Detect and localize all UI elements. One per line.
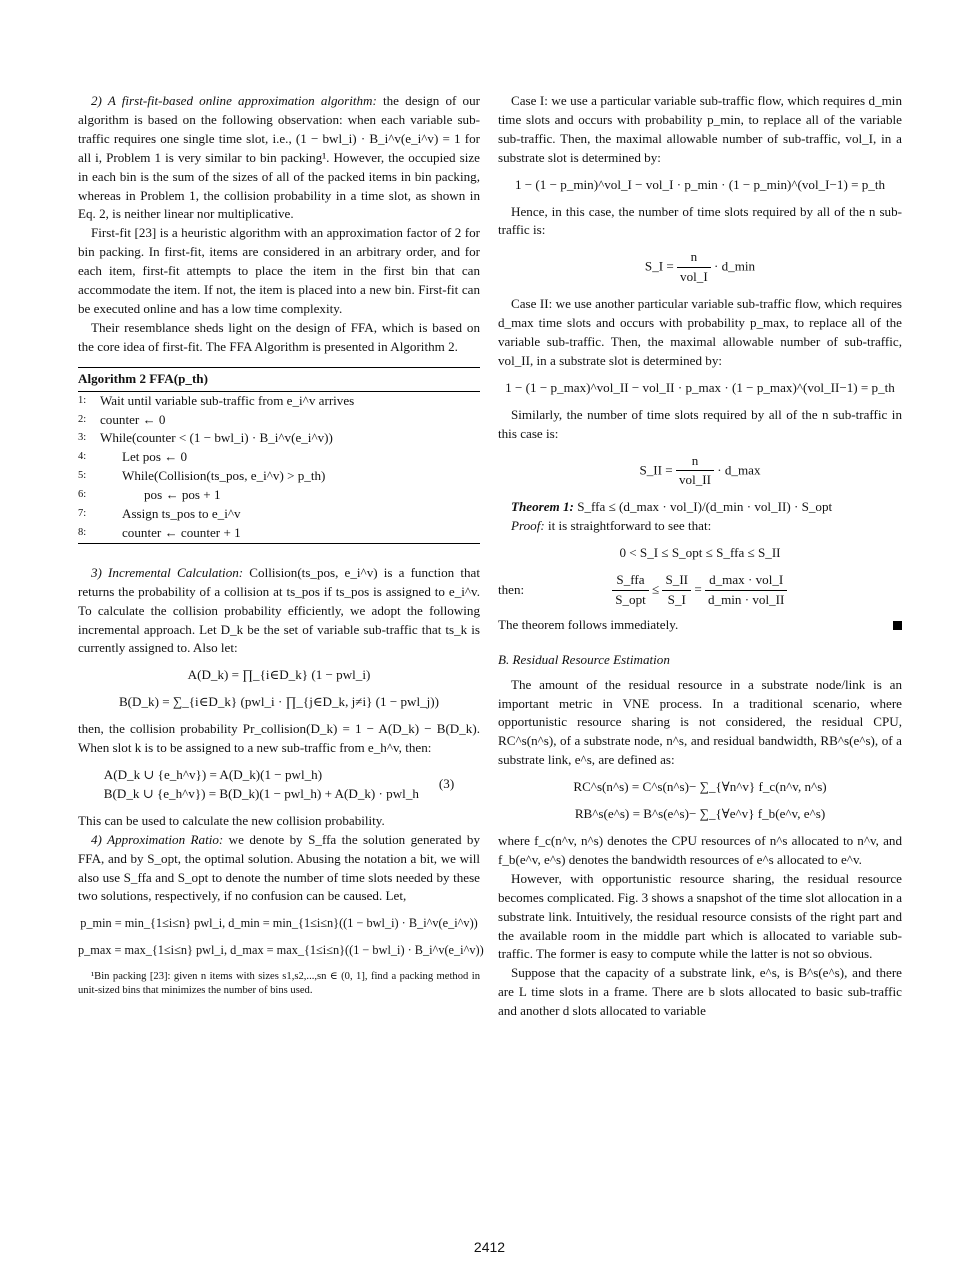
equation-3-line2: B(D_k ∪ {e_h^v}) = B(D_k)(1 − pwl_h) + A(D_k) · pwl_h (103, 785, 419, 801)
algorithm-line-number: 5: (78, 470, 87, 482)
algorithm-line-text: Assign ts_pos to e_i^v (122, 506, 241, 522)
eq-lhs: S_II = (639, 461, 673, 477)
eq-rhs: · d_min (713, 258, 756, 274)
algorithm-line-text: Wait until variable sub-traffic from e_i^v arrives (100, 392, 355, 408)
paragraph-text: we denote by S_ffa the solution generated by FFA, and by S_opt, the optimal solution. Abusing the notation a bit, we will also use S_ffa and S_opt to denote the number of time slots needed by these two solutions, respectively, if no confusion can be caused. Let, (78, 831, 480, 904)
algorithm-line (78, 411, 480, 430)
equation-ratio-row (498, 571, 902, 610)
paragraph-case-1: Case I: we use a particular variable sub-traffic flow, which requires d_min time slots and occurs with probability p_min, to replace all of the variable sub-traffic. Then, the maximal allowable number of sub-traffic, vol_I, in a substrate slot is determined by: (498, 93, 902, 165)
theorem-label: Theorem 1: (511, 499, 574, 515)
equation-number: (3) (438, 776, 455, 792)
algorithm-line (78, 467, 480, 486)
theorem-body: S_ffa ≤ (d_max · vol_I)/(d_min · vol_II) · S_opt (577, 499, 833, 515)
equation-RC: RC^s(n^s) = C^s(n^s)− ∑_{∀n^v} f_c(n^v, n^s) (573, 779, 827, 795)
page-number: 2412 (473, 1239, 506, 1255)
algorithm-line-text: While(Collision(ts_pos, e_i^v) > p_th) (122, 468, 326, 484)
eq-lhs: S_I = (644, 258, 674, 274)
paragraph-first-fit-intro (78, 92, 480, 224)
fraction: $\frac{n}{\text{vol\_II}}$ (676, 452, 714, 491)
paragraph-approx-ratio (78, 831, 480, 907)
equation-inequality: 0 < S_I ≤ S_opt ≤ S_ffa ≤ S_II (619, 545, 781, 561)
equation-RB: RB^s(e^s) = B^s(e^s)− ∑_{∀e^v} f_b(e^v, e^s) (574, 806, 826, 822)
algorithm-line (78, 429, 480, 448)
then-label: then: (498, 581, 525, 597)
equation-S2 (498, 452, 902, 491)
subsection-heading: 2) A first-fit-based online approximation algorithm: (91, 93, 377, 108)
equation-ratio: $\frac{\text{S\_ffa}}{\text{S\_opt}}$ ≤ $\frac{S\_II}{S\_I}$ = $\frac{\text{d\_max · vol\_I}}{\text{d\_min · vol\_II}}$ (612, 571, 787, 610)
algorithm-line (78, 505, 480, 524)
algorithm-line-number: 6: (78, 489, 87, 501)
paragraph-collision: then, the collision probability Pr_collision(D_k) = 1 − A(D_k) − B(D_k). When slot k is to be assigned to a new sub-traffic from e_h^v, then: (78, 721, 480, 756)
proof-label: Proof: (511, 518, 545, 534)
algorithm-line (78, 392, 480, 411)
algorithm-line-number: 7: (78, 508, 87, 520)
section-heading-b: B. Residual Resource Estimation (498, 651, 670, 667)
algorithm-line-number: 2: (78, 413, 87, 425)
paragraph-where: where f_c(n^v, n^s) denotes the CPU resources of n^s allocated to n^v, and f_b(e^v, e^s) denotes the bandwidth resources of e^s allocated to e^v. (498, 833, 902, 867)
algorithm-title: Algorithm 2 FFA(p_th) (78, 368, 480, 392)
algorithm-line-text: While(counter < (1 − bwl_i) · B_i^v(e_i^v)) (100, 430, 333, 446)
proof (498, 517, 902, 536)
paragraph-text: The theorem follows immediately. (498, 616, 679, 632)
algorithm-line-number: 1: (78, 394, 87, 406)
algorithm-line-text: pos ← pos + 1 (144, 487, 221, 503)
paragraph-similarly: Similarly, the number of time slots required by all of the n sub-traffic in this case is: (498, 406, 902, 441)
paragraph-however: However, with opportunistic resource sharing, the residual resource becomes complicated. Fig. 3 shows a snapshot of the time slot allocation in a substrate link. Intuitively, the residual resource consists of the right part and the available room in the middle part which is allocated to variable sub-traffic. The former is easy to compute while the latter is not so obvious. (498, 870, 903, 962)
paragraph-first-fit: First-fit [23] is a heuristic algorithm with an approximation factor of 2 for bin packing. In first-fit, items are considered in an arbitrary order, and for each item, first-fit attempts to place the item in the first bin that can accommodate the item. If not, the item is placed into a new bin. First-fit can be executed online and has a low time complexity. (78, 225, 480, 316)
algorithm-line-text: counter ← counter + 1 (122, 524, 241, 540)
subsection-heading: 4) Approximation Ratio: (91, 831, 224, 847)
algorithm-line-number: 8: (78, 526, 87, 538)
subsection-heading: 3) Incremental Calculation: (91, 564, 244, 580)
equation-A: A(D_k) = ∏_{i∈D_k} (1 − pwl_i) (187, 667, 371, 683)
equation-3 (78, 766, 480, 804)
equation-S1 (498, 248, 902, 287)
equation-vol-2: 1 − (1 − p_max)^vol_II − vol_II · p_max · (1 − p_max)^(vol_II−1) = p_th (505, 379, 895, 395)
algorithm-line (78, 524, 480, 543)
equation-max: p_max = max_{1≤i≤n} pwl_i, d_max = max_{1≤i≤n}((1 − bwl_i) · B_i^v(e_i^v)) (78, 943, 484, 958)
paragraph-case-2: Case II: we use another particular variable sub-traffic flow, which requires d_max time slots and occurs with probability p_max, to replace all of the variable sub-traffic. Then, the maximal allowable number of sub-traffic, vol_II, in a substrate slot is determined by: (498, 296, 902, 368)
algorithm-line-text: counter ← 0 (100, 411, 166, 427)
fraction: $\frac{n}{\text{vol\_I}}$ (677, 248, 711, 287)
algorithm-line-number: 3: (78, 432, 87, 444)
equation-min: p_min = min_{1≤i≤n} pwl_i, d_min = min_{1≤i≤n}((1 − bwl_i) · B_i^v(e_i^v)) (80, 916, 478, 931)
paragraph-suppose: Suppose that the capacity of a substrate link, e^s, is B^s(e^s), and there are L time slots in a frame. There are b slots allocated to basic sub-traffic and another d slots allocated to variable (498, 965, 902, 1019)
paragraph-incremental (78, 564, 480, 659)
paragraph-text: Collision(ts_pos, e_i^v) is a function that returns the probability of a collision at ts_pos if ts_pos is assigned to e_i^v. To calculate the collision probability efficiently, we adopt the following incremental approach. Let D_k be the set of variable sub-traffic that ts_k is currently assigned to. Also let: (78, 564, 480, 656)
theorem (498, 498, 902, 517)
paragraph-new-collision: This can be used to calculate the new collision probability. (78, 812, 385, 828)
paragraph-text: the design of our algorithm is based on the following observation: when each variable sub-traffic requires one single time slot, i.e., (1 − bwl_i) · B_i^v(e_i^v) = 1 for all i, Problem 1 is very similar to bin packing¹. However, the occupied size in each bin is the sum of the sizes of all of the packed items in bin packing, whereas in Problem 1, the collision probability in a time slot, as shown in Eq. 2, is neither linear nor multiplicative. (78, 93, 480, 222)
paragraph-theorem-follows (498, 616, 902, 635)
left-column (78, 92, 484, 997)
eq-rhs: · d_max (717, 461, 761, 477)
footnote: ¹Bin packing [23]: given n items with sizes s1,s2,...,sn ∈ (0, 1], find a packing method in unit-sized bins that minimizes the number of bins used. (78, 971, 480, 996)
algorithm-line-text: Let pos ← 0 (122, 449, 188, 465)
qed-square-icon (893, 621, 902, 630)
algorithm-line-number: 4: (78, 451, 87, 463)
algorithm-line (78, 448, 480, 467)
paragraph-resemblance: Their resemblance sheds light on the design of FFA, which is based on the core idea of first-fit. The FFA Algorithm is presented in Algorithm 2. (78, 319, 480, 354)
algorithm-box (78, 367, 480, 544)
paragraph-residual: The amount of the residual resource in a substrate node/link is an important metric in VNE process. In a traditional scenario, where opportunistic resource sharing is not considered, the residual CPU, RC^s(n^s), of a substrate node, n^s, and residual bandwidth, RB^s(e^s), of a substrate link, e^s, are defined as: (498, 676, 902, 768)
algorithm-lines (78, 392, 480, 543)
proof-body: it is straightforward to see that: (547, 518, 712, 534)
equation-vol-1: 1 − (1 − p_min)^vol_I − vol_I · p_min · (1 − p_min)^(vol_I−1) = p_th (514, 176, 886, 192)
right-column (498, 92, 902, 1021)
paragraph-hence: Hence, in this case, the number of time slots required by all of the n sub-traffic is: (498, 203, 902, 238)
equation-3-line1: A(D_k ∪ {e_h^v}) = A(D_k)(1 − pwl_h) (103, 767, 323, 782)
algorithm-line (78, 486, 480, 505)
equation-B: B(D_k) = ∑_{i∈D_k} (pwl_i · ∏_{j∈D_k, j≠i} (1 − pwl_j)) (118, 694, 440, 710)
